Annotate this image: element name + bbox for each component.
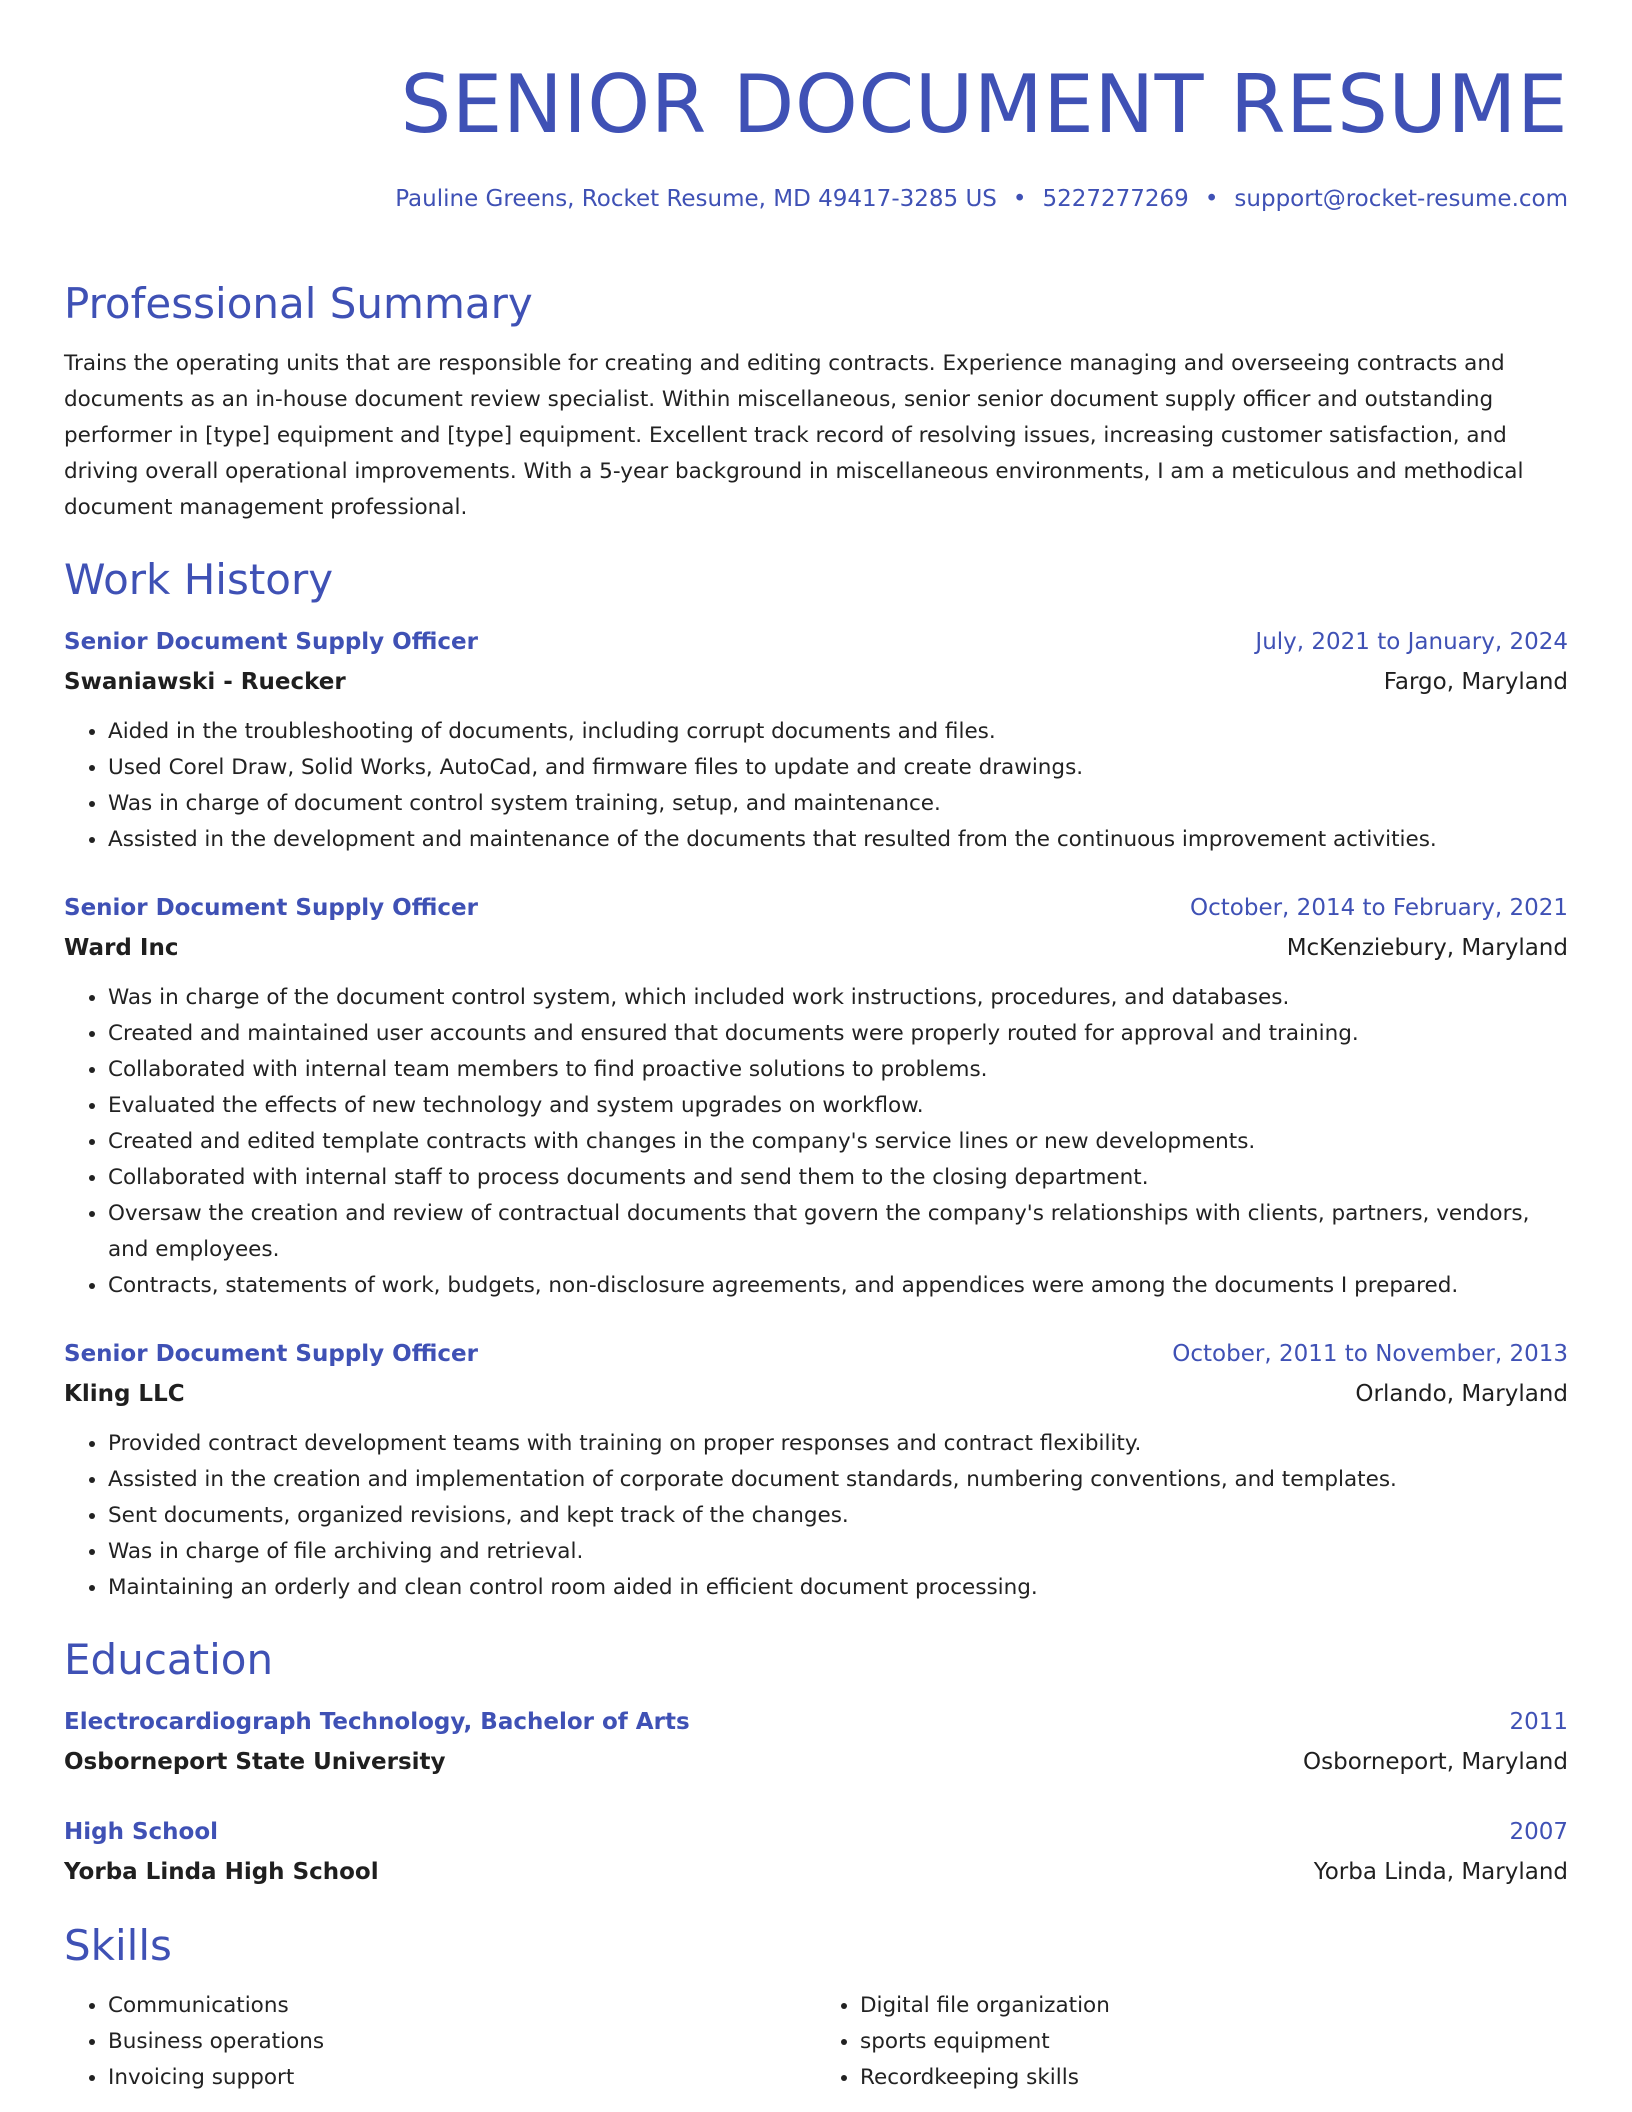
job-dates: July, 2021 to January, 2024 xyxy=(1255,629,1568,655)
contact-email: support@rocket-resume.com xyxy=(1234,186,1568,212)
job-dates: October, 2014 to February, 2021 xyxy=(1190,895,1568,921)
job-bullet: • Used Corel Draw, Solid Works, AutoCad, and firmware files to update and create drawings. xyxy=(108,750,1568,786)
job-bullet: • Contracts, statements of work, budgets, non-disclosure agreements, and appendices were among the documents I prepared. xyxy=(108,1268,1568,1304)
skill-item: • Business operations xyxy=(108,2024,816,2060)
job-bullet: • Created and maintained user accounts and ensured that documents were properly routed for approval and training. xyxy=(108,1016,1568,1052)
education-degree: Electrocardiograph Technology, Bachelor of Arts xyxy=(64,1709,690,1735)
job-bullet: • Collaborated with internal team members to find proactive solutions to problems. xyxy=(108,1052,1568,1088)
job-location: Fargo, Maryland xyxy=(1383,669,1568,695)
education-heading: Education xyxy=(64,1635,274,1684)
skills-column-right xyxy=(816,1988,1568,2096)
job-bullet: • Was in charge of document control system training, setup, and maintenance. xyxy=(108,786,1568,822)
job-bullet: • Assisted in the creation and implementation of corporate document standards, numbering conventions, and templates. xyxy=(108,1462,1568,1498)
job-entry xyxy=(64,1334,1568,1606)
summary-heading: Professional Summary xyxy=(64,279,533,328)
job-bullet: • Was in charge of file archiving and retrieval. xyxy=(108,1534,1568,1570)
education-year: 2007 xyxy=(1509,1819,1568,1845)
job-company: Swaniawski - Ruecker xyxy=(64,669,346,695)
education-entry xyxy=(64,1812,1568,1892)
job-company: Kling LLC xyxy=(64,1381,185,1407)
job-title: Senior Document Supply Officer xyxy=(64,629,478,655)
job-bullet: • Evaluated the effects of new technology and system upgrades on workflow. xyxy=(108,1088,1568,1124)
contact-address: Pauline Greens, Rocket Resume, MD 49417-3285 US xyxy=(395,186,997,212)
job-location: Orlando, Maryland xyxy=(1355,1381,1568,1407)
job-location: McKenziebury, Maryland xyxy=(1286,935,1568,961)
skills-heading: Skills xyxy=(64,1921,172,1970)
job-dates: October, 2011 to November, 2013 xyxy=(1172,1341,1568,1367)
job-bullets xyxy=(64,714,1568,858)
resume-title: SENIOR DOCUMENT RESUME xyxy=(400,58,1568,151)
job-title: Senior Document Supply Officer xyxy=(64,1341,478,1367)
skills-grid xyxy=(64,1988,1568,2096)
summary-text: Trains the operating units that are responsible for creating and editing contracts. Experience managing and overseeing contracts and documents as an in-house document review specialist. Within miscellaneous, senior senior document supply officer and outstanding performer in [type] equipment and [type] equipment. Excellent track record of resolving issues, increasing customer satisfaction, and driving overall operational improvements. With a 5-year background in miscellaneous environments, I am a meticulous and methodical document management professional. xyxy=(64,351,1524,520)
job-bullet: • Aided in the troubleshooting of documents, including corrupt documents and files. xyxy=(108,714,1568,750)
job-bullet: • Sent documents, organized revisions, and kept track of the changes. xyxy=(108,1498,1568,1534)
job-bullet: • Maintaining an orderly and clean control room aided in efficient document processing. xyxy=(108,1570,1568,1606)
job-bullets xyxy=(64,1426,1568,1606)
contact-separator: • xyxy=(1204,186,1219,212)
job-bullet: • Assisted in the development and maintenance of the documents that resulted from the continuous improvement activities. xyxy=(108,822,1568,858)
skill-item: • sports equipment xyxy=(860,2024,1568,2060)
skill-item: • Digital file organization xyxy=(860,1988,1568,2024)
education-location: Osborneport, Maryland xyxy=(1303,1749,1568,1775)
work-history-heading: Work History xyxy=(64,555,334,604)
education-school: Yorba Linda High School xyxy=(64,1859,379,1885)
job-bullet: • Created and edited template contracts with changes in the company's service lines or new developments. xyxy=(108,1124,1568,1160)
job-bullet: • Provided contract development teams with training on proper responses and contract flexibility. xyxy=(108,1426,1568,1462)
job-entry xyxy=(64,888,1568,1304)
contact-line xyxy=(64,182,1568,216)
job-bullet: • Oversaw the creation and review of contractual documents that govern the company's relationships with clients, partners, vendors, and employees. xyxy=(108,1196,1568,1268)
job-entry xyxy=(64,622,1568,858)
job-bullet: • Collaborated with internal staff to process documents and send them to the closing department. xyxy=(108,1160,1568,1196)
skill-item: • Invoicing support xyxy=(108,2060,816,2096)
job-title: Senior Document Supply Officer xyxy=(64,895,478,921)
education-location: Yorba Linda, Maryland xyxy=(1313,1859,1568,1885)
education-year: 2011 xyxy=(1509,1709,1568,1735)
education-entry xyxy=(64,1702,1568,1782)
skills-column-left xyxy=(64,1988,816,2096)
skill-item: • Communications xyxy=(108,1988,816,2024)
contact-phone: 5227277269 xyxy=(1042,186,1189,212)
skill-item: • Recordkeeping skills xyxy=(860,2060,1568,2096)
education-degree: High School xyxy=(64,1819,219,1845)
education-school: Osborneport State University xyxy=(64,1749,446,1775)
job-company: Ward Inc xyxy=(64,935,179,961)
contact-separator: • xyxy=(1012,186,1027,212)
job-bullets xyxy=(64,980,1568,1304)
job-bullet: • Was in charge of the document control system, which included work instructions, procedures, and databases. xyxy=(108,980,1568,1016)
